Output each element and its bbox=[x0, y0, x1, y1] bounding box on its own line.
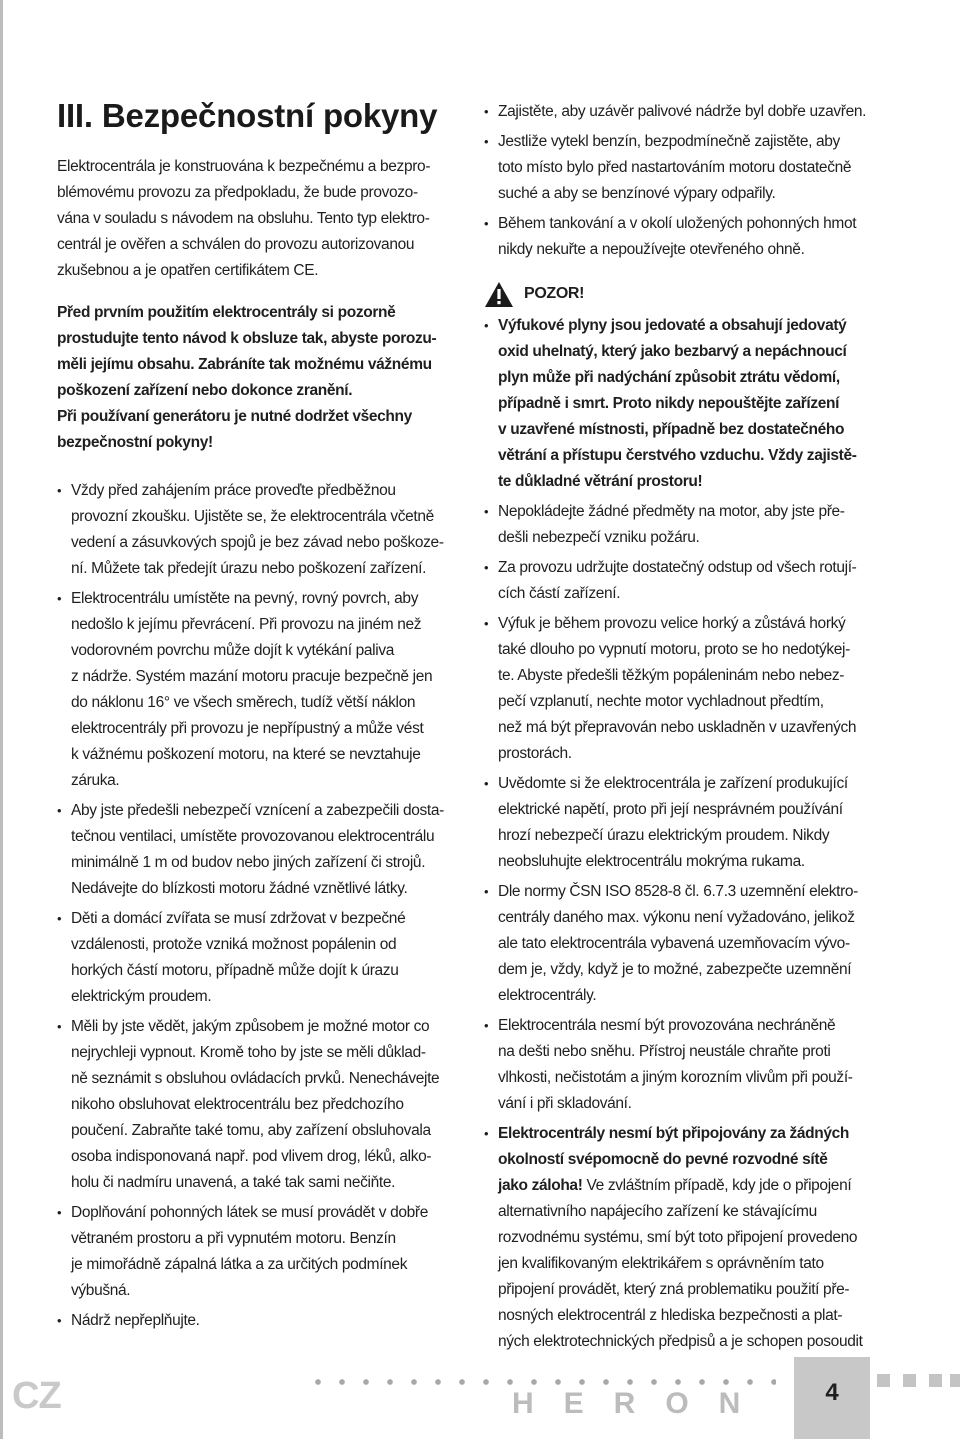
text-line: elektrocentrály při provozu je nepřípustný a může vést bbox=[71, 720, 424, 737]
list-item bbox=[484, 313, 880, 495]
text-line: zkušebnou a je opatřen certifikátem CE. bbox=[57, 262, 319, 279]
text-line: • Uvědomte si že elektrocentrála je zařízení produkující bbox=[498, 775, 848, 792]
list-item bbox=[484, 771, 880, 875]
text-line: na dešti nebo sněhu. Přístroj neustále chraňte proti bbox=[498, 1043, 831, 1060]
footer-dot-row bbox=[306, 1377, 776, 1387]
right-bullet-list-main bbox=[484, 313, 880, 1355]
text-line: • Elektrocentrály nesmí být připojovány za žádných bbox=[498, 1125, 850, 1142]
text-line: než má být přepravován nebo uskladněn v uzavřených bbox=[498, 719, 857, 736]
left-bullet-list bbox=[57, 478, 457, 1334]
text-line: • Zajistěte, aby uzávěr palivové nádrže byl dobře uzavřen. bbox=[498, 103, 867, 120]
text-line: vodorovném povrchu může dojít k vytékání paliva bbox=[71, 642, 394, 659]
brand-logo: HERON bbox=[512, 1387, 771, 1420]
text-line: připojení provádět, který zná problematiku použití pře- bbox=[498, 1281, 850, 1298]
text-line: holu či nadmíru unavená, a také tak sami nečiňte. bbox=[71, 1174, 396, 1191]
text-line: poškození zařízení nebo dokonce zranění. bbox=[57, 382, 353, 399]
text-line: hrozí nebezpečí úrazu elektrickým proudem. Nikdy bbox=[498, 827, 830, 844]
text-line: nikdy nekuřte a nepoužívejte otevřeného ohně. bbox=[498, 241, 805, 258]
text-line: větraném prostoru a při vypnutém motoru. Benzín bbox=[71, 1230, 396, 1247]
text-line: dem je, vždy, když je to možné, zabezpečte uzemnění bbox=[498, 961, 852, 978]
text-line: oxid uhelnatý, který jako bezbarvý a nepáchnoucí bbox=[498, 343, 847, 360]
text-line: větrání a přístupu čerstvého vzduchu. Vždy zajistě- bbox=[498, 447, 857, 464]
warning-paragraph bbox=[57, 300, 457, 456]
footer-square bbox=[929, 1374, 942, 1387]
right-column bbox=[484, 99, 880, 1359]
text-line: poučení. Zabraňte také tomu, aby zařízení obsluhovala bbox=[71, 1122, 431, 1139]
list-item bbox=[484, 99, 880, 125]
text-line: bezpečnostní pokyny! bbox=[57, 434, 213, 451]
text-line: • Elektrocentrála nesmí být provozována nechráněně bbox=[498, 1017, 836, 1034]
text-line: ní. Můžete tak předejít úrazu nebo poškození zařízení. bbox=[71, 560, 427, 577]
text-line: • Aby jste předešli nebezpečí vznícení a zabezpečili dosta- bbox=[71, 802, 444, 819]
text-line: do náklonu 16° ve všech směrech, tudíž větší náklon bbox=[71, 694, 416, 711]
list-item bbox=[484, 129, 880, 207]
text-line: Nedávejte do blízkosti motoru žádné vznětlivé látky. bbox=[71, 880, 408, 897]
footer-square bbox=[950, 1374, 960, 1387]
page-title: III. Bezpečnostní pokyny bbox=[57, 97, 438, 134]
text-line: prostudujte tento návod k obsluze tak, abyste porozu- bbox=[57, 330, 437, 347]
pozor-warning bbox=[484, 279, 880, 309]
list-item bbox=[484, 611, 880, 767]
text-line: • Děti a domácí zvířata se musí zdržovat v bezpečné bbox=[71, 910, 406, 927]
text-line: měli jejímu obsahu. Zabráníte tak možnému vážnému bbox=[57, 356, 432, 373]
text-line: provozní zkoušku. Ujistěte se, že elektrocentrála včetně bbox=[71, 508, 434, 525]
text-line: te důkladné větrání prostoru! bbox=[498, 473, 703, 490]
text-line: osoba indisponovaná např. pod vlivem drog, léků, alko- bbox=[71, 1148, 432, 1165]
text-line: plyn může při nadýchání způsobit ztrátu vědomí, bbox=[498, 369, 840, 386]
text-line: • Doplňování pohonných látek se musí provádět v dobře bbox=[71, 1204, 428, 1221]
text-line: blémovému provozu za předpokladu, že bude provozo- bbox=[57, 184, 418, 201]
text-line: v uzavřené místnosti, případně bez dostatečného bbox=[498, 421, 845, 438]
list-item bbox=[57, 798, 457, 902]
text-line: ně seznámit s obsluhou ovládacích prvků. Nenechávejte bbox=[71, 1070, 440, 1087]
text-line: • Dle normy ČSN ISO 8528-8 čl. 6.7.3 uzemnění elektro- bbox=[498, 883, 858, 900]
text-line: elektrické napětí, proto při její nesprávném používání bbox=[498, 801, 843, 818]
intro-paragraph bbox=[57, 154, 457, 284]
text-line: také dlouho po vypnutí motoru, proto se ho nedotýkej- bbox=[498, 641, 850, 658]
list-item bbox=[57, 1200, 457, 1304]
text-line: • Výfukové plyny jsou jedovaté a obsahují jedovatý bbox=[498, 317, 847, 334]
text-line: suché a aby se benzínové výpary odpařily. bbox=[498, 185, 776, 202]
pozor-label: POZOR! bbox=[524, 285, 585, 302]
text-line: • Během tankování a v okolí uložených pohonných hmot bbox=[498, 215, 857, 232]
text-line: alternativního napájecího zařízení ke stávajícímu bbox=[498, 1203, 817, 1220]
text-line: • Za provozu udržujte dostatečný odstup od všech rotují- bbox=[498, 559, 857, 576]
footer-square bbox=[903, 1374, 916, 1387]
left-column bbox=[57, 96, 457, 1338]
text-line: vzdálenosti, protože vzniká možnost popálenin od bbox=[71, 936, 397, 953]
list-item bbox=[484, 499, 880, 551]
list-item bbox=[57, 586, 457, 794]
warning-triangle-icon bbox=[484, 281, 514, 308]
text-line: pečí vzplanutí, nechte motor vychladnout předtím, bbox=[498, 693, 824, 710]
text-line: • Jestliže vytekl benzín, bezpodmínečně zajistěte, aby bbox=[498, 133, 840, 150]
page-edge-line bbox=[0, 0, 3, 1439]
text-line: výbušná. bbox=[71, 1282, 131, 1299]
text-line: záruka. bbox=[71, 772, 120, 789]
text-line: vána v souladu s návodem na obsluhu. Tento typ elektro- bbox=[57, 210, 430, 227]
text-line: vedení a zásuvkových spojů je bez závad nebo poškoze- bbox=[71, 534, 444, 551]
right-bullet-list-top bbox=[484, 99, 880, 263]
text-line bbox=[498, 1173, 880, 1199]
text-line: nikoho obsluhovat elektrocentrálu bez předchozího bbox=[71, 1096, 404, 1113]
text-line: případně i smrt. Proto nikdy nepouštějte zařízení bbox=[498, 395, 840, 412]
list-item bbox=[484, 879, 880, 1009]
text-line: prostorách. bbox=[498, 745, 572, 762]
list-item bbox=[57, 906, 457, 1010]
text-line: centrály daného max. výkonu není vyžadováno, jelikož bbox=[498, 909, 855, 926]
list-item bbox=[57, 478, 457, 582]
language-code: CZ bbox=[12, 1375, 61, 1417]
text-line: horkých částí motoru, případně může dojít k úrazu bbox=[71, 962, 399, 979]
text-line: z nádrže. Systém mazání motoru pracuje bezpečně jen bbox=[71, 668, 433, 685]
list-item bbox=[484, 211, 880, 263]
text-line: • Vždy před zahájením práce proveďte předběžnou bbox=[71, 482, 396, 499]
bold-fragment: jako záloha! bbox=[498, 1177, 583, 1194]
text-line: nosných elektrocentrál z hlediska bezpečnosti a plat- bbox=[498, 1307, 843, 1324]
text-line: • Nádrž nepřeplňujte. bbox=[71, 1312, 200, 1329]
text-line: toto místo bylo před nastartováním motoru dostatečně bbox=[498, 159, 852, 176]
text-line: vání i při skladování. bbox=[498, 1095, 632, 1112]
text-line: nedošlo k jejímu převrácení. Při provozu na jiném než bbox=[71, 616, 422, 633]
text-line: jen kvalifikovaným elektrikářem s oprávněním tato bbox=[498, 1255, 824, 1272]
list-item bbox=[57, 1308, 457, 1334]
text-line: • Měli by jste vědět, jakým způsobem je možné motor co bbox=[71, 1018, 430, 1035]
text-line: rozvodnému systému, smí být toto připojení provedeno bbox=[498, 1229, 858, 1246]
text-line: je mimořádně zápalná látka a za určitých podmínek bbox=[71, 1256, 408, 1273]
text-line: cích částí zařízení. bbox=[498, 585, 621, 602]
page-number-box bbox=[794, 1357, 870, 1439]
list-item bbox=[484, 1013, 880, 1117]
text-line: neobsluhujte elektrocentrálu mokrýma rukama. bbox=[498, 853, 805, 870]
text-line: minimálně 1 m od budov nebo jiných zařízení či strojů. bbox=[71, 854, 426, 871]
page-footer bbox=[0, 1357, 960, 1439]
text-line: Před prvním použitím elektrocentrály si pozorně bbox=[57, 304, 396, 321]
text-line: ale tato elektrocentrála vybavená uzemňovacím vývo- bbox=[498, 935, 850, 952]
text-line: • Elektrocentrálu umístěte na pevný, rovný povrch, aby bbox=[71, 590, 419, 607]
text-line: vlhkosti, nečistotám a jiným korozním vlivům při použí- bbox=[498, 1069, 853, 1086]
text-line: • Výfuk je během provozu velice horký a zůstává horký bbox=[498, 615, 846, 632]
text-line: ných elektrotechnických předpisů a je schopen posoudit bbox=[498, 1333, 863, 1350]
text-line: elektrocentrály. bbox=[498, 987, 597, 1004]
text-line: te. Abyste předešli těžkým popáleninám nebo nebez- bbox=[498, 667, 845, 684]
footer-square bbox=[877, 1374, 890, 1387]
text-line: dešli nebezpečí vzniku požáru. bbox=[498, 529, 700, 546]
text-line: nejrychleji vypnout. Kromě toho by jste se měli důklad- bbox=[71, 1044, 426, 1061]
text-line: Při používaní generátoru je nutné dodržet všechny bbox=[57, 408, 412, 425]
list-item bbox=[484, 555, 880, 607]
text-line: elektrickým proudem. bbox=[71, 988, 212, 1005]
text-line: k vážnému poškození motoru, na které se nevztahuje bbox=[71, 746, 421, 763]
list-item bbox=[57, 1014, 457, 1196]
normal-fragment: Ve zvláštním případě, kdy jde o připojení bbox=[582, 1177, 852, 1194]
text-line: Elektrocentrála je konstruována k bezpečnému a bezpro- bbox=[57, 158, 431, 175]
list-item bbox=[484, 1121, 880, 1355]
text-line: okolností svépomocně do pevné rozvodné sítě bbox=[498, 1151, 828, 1168]
text-line: centrál je ověřen a schválen do provozu autorizovanou bbox=[57, 236, 415, 253]
text-line: tečnou ventilaci, umístěte provozovanou elektrocentrálu bbox=[71, 828, 435, 845]
text-line: • Nepokládejte žádné předměty na motor, aby jste pře- bbox=[498, 503, 845, 520]
page-number: 4 bbox=[825, 1379, 839, 1406]
